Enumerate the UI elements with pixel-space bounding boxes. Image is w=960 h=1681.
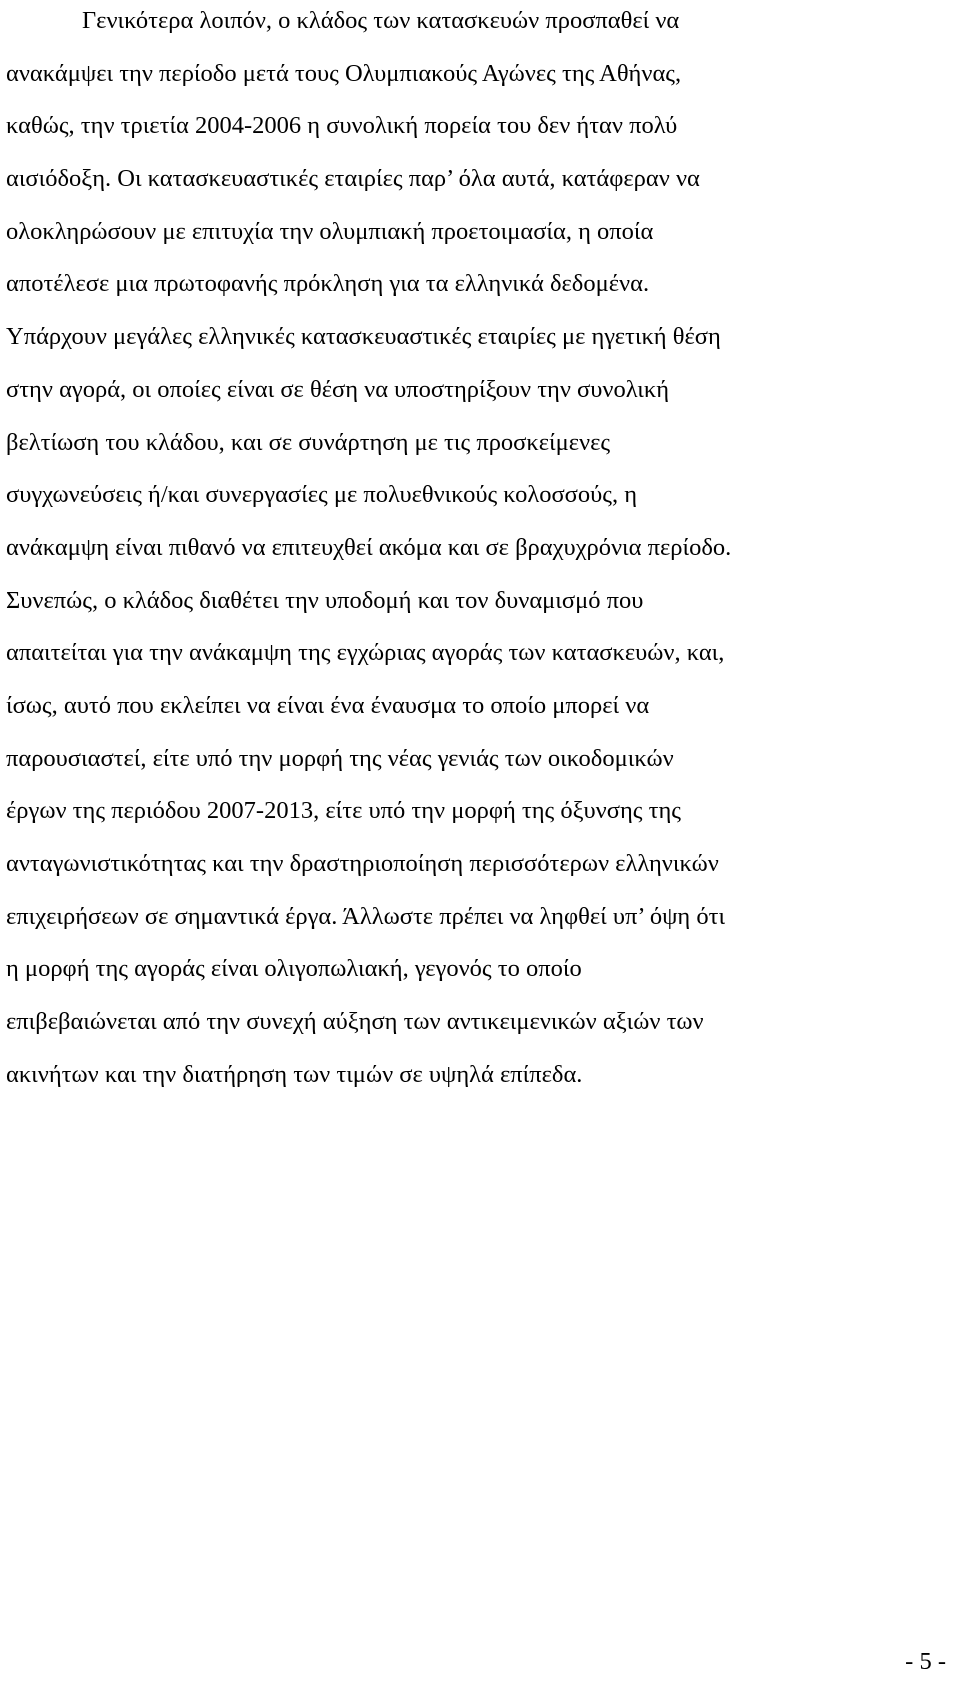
body-paragraph (6, 0, 956, 1106)
paragraph-line: ανάκαμψη είναι πιθανό να επιτευχθεί ακόμα και σε βραχυχρόνια περίοδο. (6, 533, 732, 561)
paragraph-line: επιβεβαιώνεται από την συνεχή αύξηση των αντικειμενικών αξιών των (6, 1008, 704, 1036)
paragraph-line: αισιόδοξη. Οι κατασκευαστικές εταιρίες παρ’ όλα αυτά, κατάφεραν να (6, 165, 700, 193)
paragraph-line: η μορφή της αγοράς είναι ολιγοπωλιακή, γεγονός το οποίο (6, 955, 582, 983)
paragraph-line: αποτέλεσε μια πρωτοφανής πρόκληση για τα ελληνικά δεδομένα. (6, 270, 650, 298)
paragraph-line: βελτίωση του κλάδου, και σε συνάρτηση με τις προσκείμενες (6, 428, 611, 456)
paragraph-line: ακινήτων και την διατήρηση των τιμών σε υψηλά επίπεδα. (6, 1060, 583, 1088)
paragraph-line: Συνεπώς, ο κλάδος διαθέτει την υποδομή και τον δυναμισμό που (6, 586, 644, 614)
paragraph-line: ανταγωνιστικότητας και την δραστηριοποίηση περισσότερων ελληνικών (6, 850, 719, 877)
paragraph-line: στην αγορά, οι οποίες είναι σε θέση να υποστηρίξουν την συνολική (6, 375, 670, 403)
paragraph-line: ανακάμψει την περίοδο μετά τους Ολυμπιακούς Αγώνες της Αθήνας, (6, 59, 682, 87)
paragraph-line: απαιτείται για την ανάκαμψη της εγχώριας αγοράς των κατασκευών, και, (6, 639, 725, 667)
paragraph-line: συγχωνεύσεις ή/και συνεργασίες με πολυεθνικούς κολοσσούς, η (6, 481, 638, 509)
paragraph-line: Υπάρχουν μεγάλες ελληνικές κατασκευαστικές εταιρίες με ηγετική θέση (6, 323, 721, 351)
paragraph-line: έργων της περιόδου 2007-2013, είτε υπό την μορφή της όξυνσης της (6, 797, 681, 825)
paragraph-line: παρουσιαστεί, είτε υπό την μορφή της νέας γενιάς των οικοδομικών (6, 744, 674, 772)
paragraph-line: καθώς, την τριετία 2004-2006 η συνολική πορεία του δεν ήταν πολύ (6, 112, 678, 140)
page-number: - 5 - (905, 1648, 946, 1675)
paragraph-line: ολοκληρώσουν με επιτυχία την ολυμπιακή προετοιμασία, η οποία (6, 217, 654, 245)
paragraph-line: επιχειρήσεων σε σημαντικά έργα. Άλλωστε πρέπει να ληφθεί υπ’ όψη ότι (6, 902, 726, 930)
paragraph-line: Γενικότερα λοιπόν, ο κλάδος των κατασκευών προσπαθεί να (82, 7, 680, 34)
paragraph-line: ίσως, αυτό που εκλείπει να είναι ένα έναυσμα το οποίο μπορεί να (6, 691, 650, 719)
